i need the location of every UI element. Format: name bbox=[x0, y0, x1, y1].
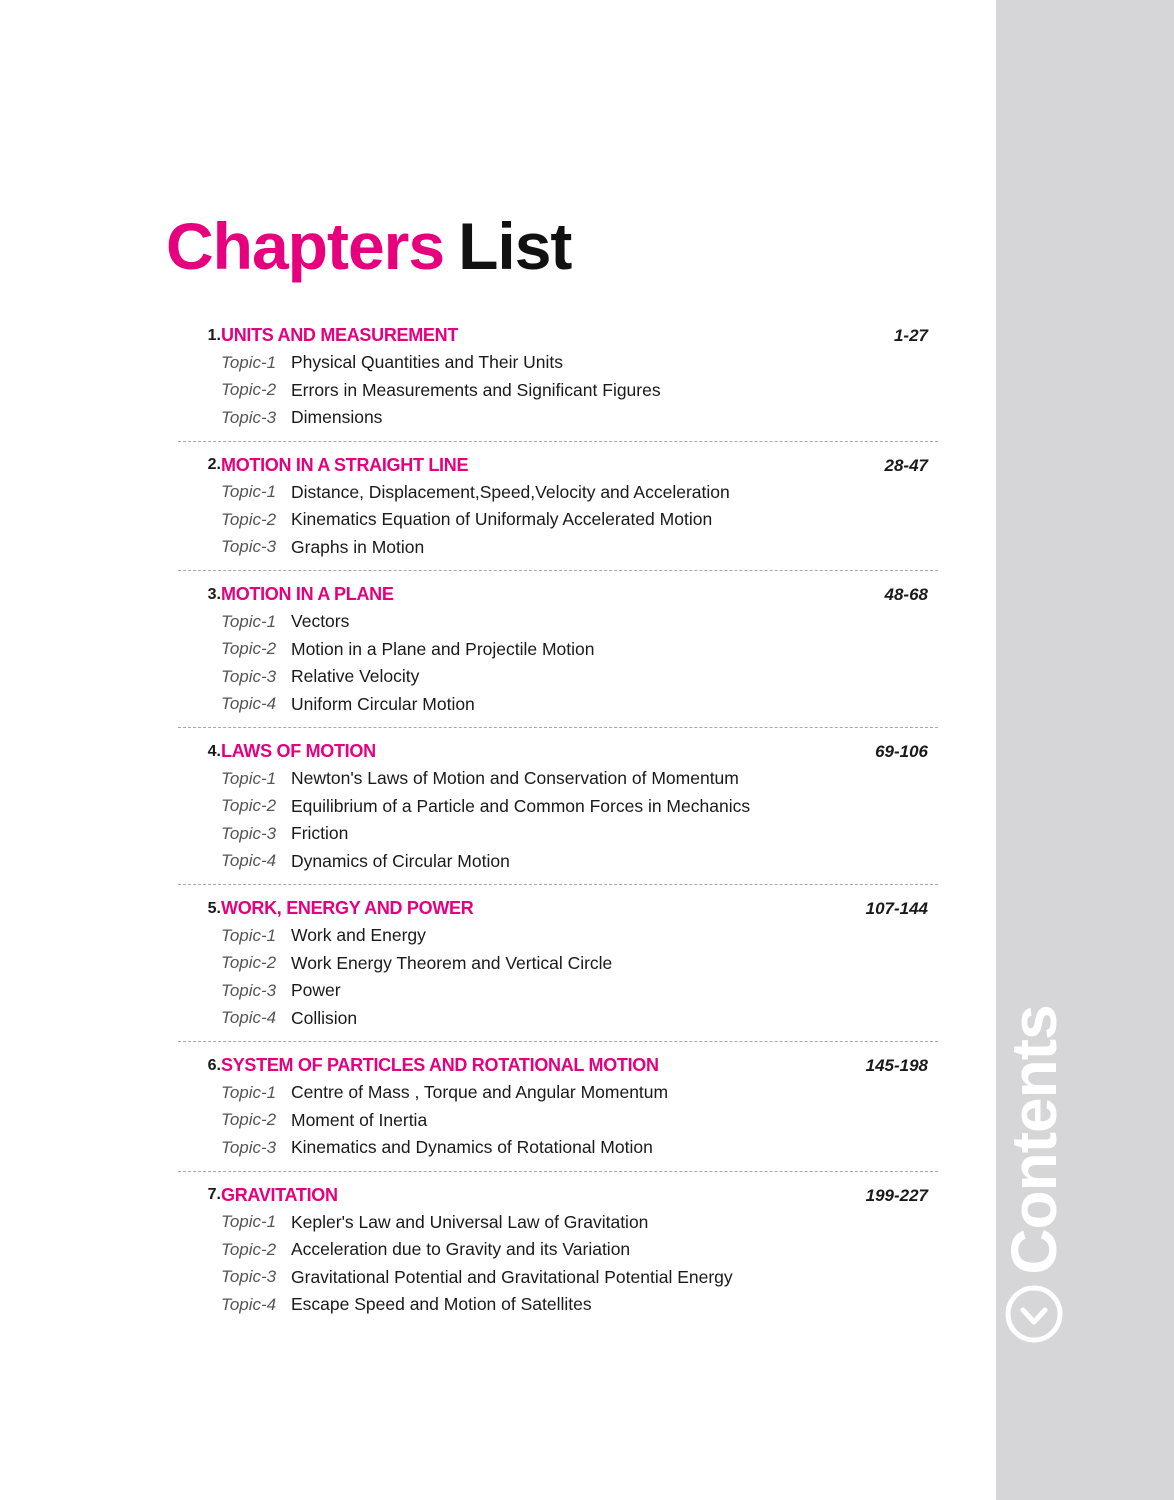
chapter-title: WORK, ENERGY AND POWER bbox=[221, 898, 474, 918]
topic-row bbox=[178, 349, 938, 377]
topic-title: Motion in a Plane and Projectile Motion bbox=[291, 638, 595, 659]
contents-sidebar bbox=[996, 0, 1174, 1500]
chapter-page-range: 145-198 bbox=[865, 1056, 928, 1075]
topic-label: Topic-1 bbox=[221, 768, 277, 788]
topic-label: Topic-3 bbox=[221, 980, 277, 1000]
topic-title: Dynamics of Circular Motion bbox=[291, 850, 510, 871]
chapter-entry bbox=[178, 1182, 938, 1328]
topic-title: Collision bbox=[291, 1007, 358, 1028]
topic-row bbox=[178, 377, 938, 405]
chapter-entry bbox=[178, 895, 938, 1042]
topic-row bbox=[178, 691, 938, 719]
topic-label: Topic-3 bbox=[221, 537, 277, 557]
topic-title: Distance, Displacement,Speed,Velocity and Acceleration bbox=[291, 481, 730, 502]
topic-title: Newton's Laws of Motion and Conservation of Momentum bbox=[291, 768, 739, 789]
topic-label: Topic-3 bbox=[221, 1267, 277, 1287]
chapter-page-range: 28-47 bbox=[884, 455, 928, 475]
topic-label: Topic-1 bbox=[221, 482, 277, 502]
topic-label: Topic-2 bbox=[221, 953, 277, 973]
topic-label: Topic-2 bbox=[221, 509, 277, 529]
topic-label: Topic-3 bbox=[221, 407, 277, 427]
topic-label: Topic-1 bbox=[221, 352, 277, 372]
chapter-entry bbox=[178, 738, 938, 885]
topic-row bbox=[178, 1264, 938, 1292]
topic-label: Topic-4 bbox=[221, 851, 277, 871]
topic-title: Kepler's Law and Universal Law of Gravitation bbox=[291, 1211, 649, 1232]
chapter-title: LAWS OF MOTION bbox=[221, 741, 376, 761]
topic-row bbox=[178, 404, 938, 432]
chapter-entry bbox=[178, 452, 938, 572]
topic-title: Gravitational Potential and Gravitational Potential Energy bbox=[291, 1266, 733, 1287]
chapter-heading bbox=[178, 322, 938, 349]
topic-row bbox=[178, 1107, 938, 1135]
topic-label: Topic-1 bbox=[221, 1082, 277, 1102]
topic-row bbox=[178, 636, 938, 664]
topic-label: Topic-3 bbox=[221, 823, 277, 843]
chapter-number: 4. bbox=[207, 742, 221, 760]
topic-row bbox=[178, 479, 938, 507]
topic-title: Moment of Inertia bbox=[291, 1109, 428, 1130]
topic-row bbox=[178, 1209, 938, 1237]
topic-row bbox=[178, 608, 938, 636]
topic-title: Acceleration due to Gravity and its Variation bbox=[291, 1239, 631, 1260]
chapter-entry bbox=[178, 1052, 938, 1172]
topic-title: Physical Quantities and Their Units bbox=[291, 352, 564, 373]
chapter-number: 1. bbox=[207, 326, 221, 344]
topic-label: Topic-4 bbox=[221, 1294, 277, 1314]
topic-title: Work and Energy bbox=[291, 925, 426, 946]
topic-title: Relative Velocity bbox=[291, 666, 420, 687]
topic-label: Topic-2 bbox=[221, 380, 277, 400]
topic-label: Topic-1 bbox=[221, 611, 277, 631]
chapter-title: MOTION IN A STRAIGHT LINE bbox=[221, 454, 469, 475]
chapter-entry bbox=[178, 581, 938, 728]
topic-title: Vectors bbox=[291, 611, 350, 632]
topic-row bbox=[178, 977, 938, 1005]
chapter-number: 6. bbox=[207, 1056, 221, 1074]
chapter-title: SYSTEM OF PARTICLES AND ROTATIONAL MOTION bbox=[221, 1055, 659, 1075]
topic-label: Topic-1 bbox=[221, 925, 277, 945]
topic-row bbox=[178, 820, 938, 848]
topic-title: Uniform Circular Motion bbox=[291, 693, 475, 714]
chapter-heading bbox=[178, 895, 938, 922]
topic-label: Topic-2 bbox=[221, 1239, 277, 1259]
topic-row bbox=[178, 848, 938, 876]
topic-row bbox=[178, 765, 938, 793]
chapter-title: GRAVITATION bbox=[221, 1184, 338, 1205]
page-title bbox=[166, 206, 571, 286]
chapter-number: 3. bbox=[207, 585, 221, 603]
topic-row bbox=[178, 793, 938, 821]
contents-sidebar-label: Contents bbox=[998, 1005, 1070, 1275]
chapter-heading bbox=[178, 738, 938, 765]
page-title-word-chapters: Chapters bbox=[166, 209, 445, 283]
topic-row bbox=[178, 922, 938, 950]
chapter-list bbox=[178, 322, 938, 1338]
topic-title: Equilibrium of a Particle and Common Forces in Mechanics bbox=[291, 795, 751, 816]
topic-row bbox=[178, 950, 938, 978]
topic-title: Dimensions bbox=[291, 407, 383, 428]
chapter-number: 5. bbox=[207, 899, 221, 917]
chapter-heading bbox=[178, 1052, 938, 1079]
chevron-circle-icon bbox=[1004, 1284, 1064, 1344]
topic-label: Topic-4 bbox=[221, 1008, 277, 1028]
topic-row bbox=[178, 663, 938, 691]
chapter-number: 7. bbox=[207, 1186, 221, 1203]
topic-title: Work Energy Theorem and Vertical Circle bbox=[291, 952, 613, 973]
chapter-heading bbox=[178, 581, 938, 608]
chapter-page-range: 48-68 bbox=[884, 585, 928, 604]
topic-title: Friction bbox=[291, 823, 349, 844]
topic-label: Topic-3 bbox=[221, 666, 277, 686]
topic-row bbox=[178, 1079, 938, 1107]
chapter-page-range: 199-227 bbox=[865, 1185, 928, 1205]
chapter-page-range: 1-27 bbox=[893, 326, 928, 345]
topic-row bbox=[178, 1291, 938, 1319]
topic-label: Topic-2 bbox=[221, 639, 277, 659]
chapter-page-range: 69-106 bbox=[875, 742, 928, 761]
topic-title: Centre of Mass , Torque and Angular Momentum bbox=[291, 1082, 669, 1103]
topic-row bbox=[178, 534, 938, 562]
topic-label: Topic-2 bbox=[221, 1110, 277, 1130]
topic-row bbox=[178, 1236, 938, 1264]
topic-title: Escape Speed and Motion of Satellites bbox=[291, 1294, 592, 1315]
topic-title: Kinematics and Dynamics of Rotational Motion bbox=[291, 1137, 653, 1158]
chapter-entry bbox=[178, 322, 938, 442]
topic-label: Topic-1 bbox=[221, 1212, 277, 1232]
chapter-heading bbox=[178, 452, 938, 479]
chapter-title: UNITS AND MEASUREMENT bbox=[221, 325, 459, 345]
page-title-word-list: List bbox=[458, 209, 572, 283]
topic-label: Topic-2 bbox=[221, 796, 277, 816]
topic-label: Topic-4 bbox=[221, 694, 277, 714]
topic-title: Graphs in Motion bbox=[291, 536, 425, 557]
topic-row bbox=[178, 1005, 938, 1033]
topic-row bbox=[178, 1134, 938, 1162]
topic-title: Errors in Measurements and Significant Figures bbox=[291, 379, 661, 400]
chapter-title: MOTION IN A PLANE bbox=[221, 584, 394, 604]
chapter-page-range: 107-144 bbox=[865, 899, 928, 918]
topic-row bbox=[178, 506, 938, 534]
chapter-heading bbox=[178, 1182, 938, 1209]
topic-label: Topic-3 bbox=[221, 1137, 277, 1157]
topic-title: Kinematics Equation of Uniformaly Accelerated Motion bbox=[291, 509, 713, 530]
chapter-number: 2. bbox=[207, 456, 221, 473]
topic-title: Power bbox=[291, 980, 341, 1001]
